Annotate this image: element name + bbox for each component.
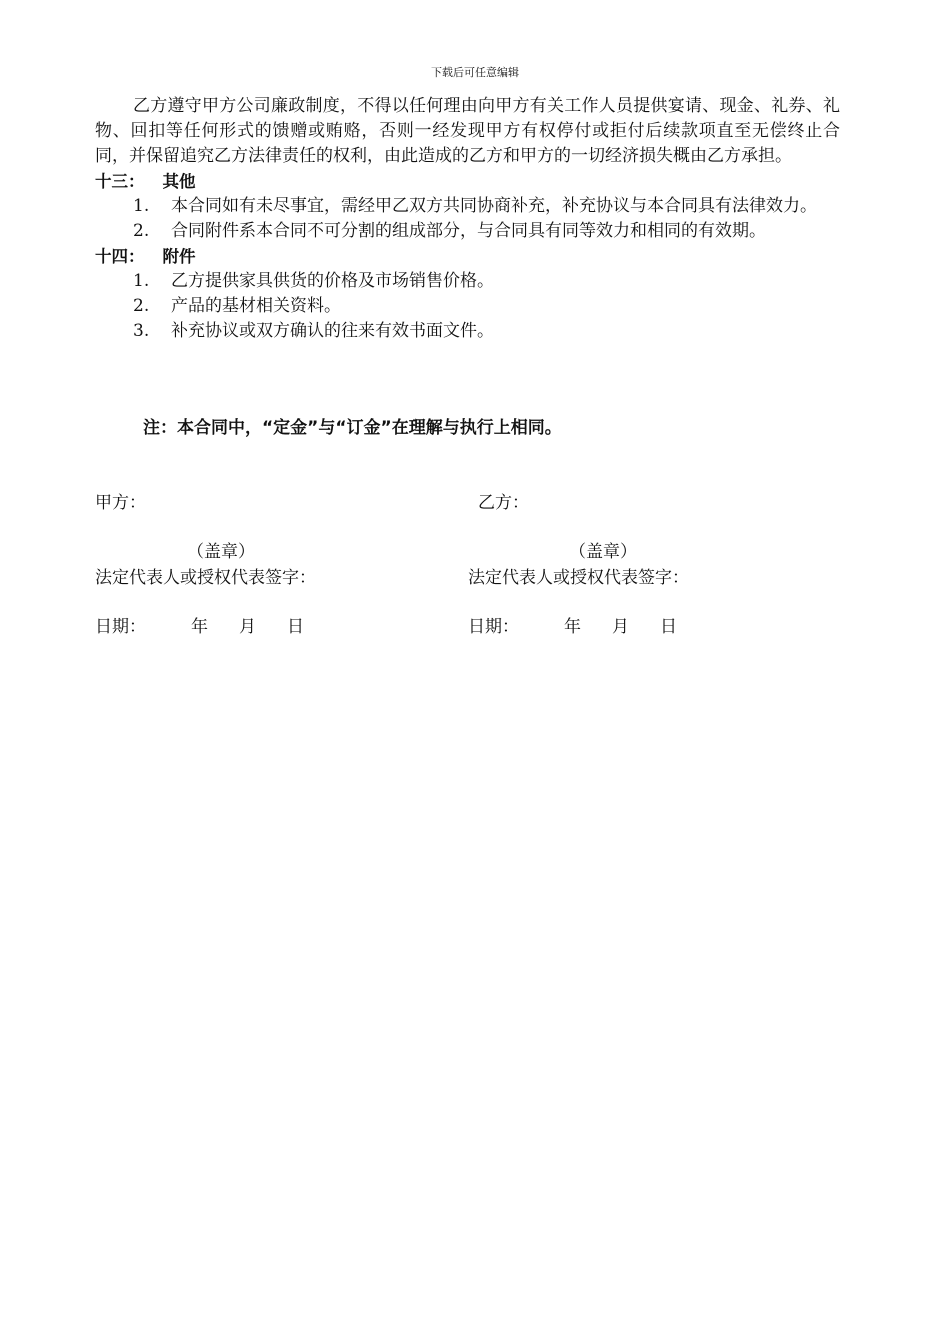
item-text: 本合同如有未尽事宜，需经甲乙双方共同协商补充，补充协议与本合同具有法律效力。 [171,196,817,216]
item-number: 2. [133,296,150,316]
page-header: 下载后可任意编辑 [431,66,519,79]
section-14-item [95,319,840,344]
item-text: 补充协议或双方确认的往来有效书面文件。 [171,321,494,341]
party-a-seal: （盖章） [187,542,255,562]
section-14-item [95,269,840,294]
date-year: 年 [191,617,208,637]
date-day: 日 [287,617,304,637]
contract-body [95,94,840,344]
section-14-heading [95,244,840,269]
integrity-clause-paragraph: 乙方遵守甲方公司廉政制度，不得以任何理由向甲方有关工作人员提供宴请、现金、礼券、礼物、回扣等任何形式的馈赠或贿赂，否则一经发现甲方有权停付或拒付后续款项直至无偿终止合同，并保留追究乙方法律责任的权利，由此造成的乙方和甲方的一切经济损失概由乙方承担。 [95,96,840,166]
date-month: 月 [612,617,629,637]
party-a-date [95,615,304,640]
party-b-representative-label: 法定代表人或授权代表签字： [468,568,689,588]
item-number: 2. [133,221,150,241]
party-a-representative-label: 法定代表人或授权代表签字： [95,568,316,588]
party-b-date [468,615,677,640]
item-text: 乙方提供家具供货的价格及市场销售价格。 [171,271,494,291]
date-year: 年 [564,617,581,637]
section-13-number: 十三： [95,172,145,191]
party-b-label: 乙方： [478,493,529,513]
party-b-seal: （盖章） [569,542,637,562]
section-14-number: 十四： [95,247,145,266]
date-label: 日期： [468,617,519,637]
section-14-item [95,294,840,319]
section-13-title: 其他 [162,172,196,191]
party-a-label: 甲方： [95,493,146,513]
section-13-heading [95,169,840,194]
contract-note: 注：本合同中，“定金”与“订金”在理解与执行上相同。 [143,418,562,438]
item-number: 1. [133,271,150,291]
item-number: 3. [133,321,150,341]
date-day: 日 [660,617,677,637]
date-month: 月 [239,617,256,637]
item-text: 合同附件系本合同不可分割的组成部分，与合同具有同等效力和相同的有效期。 [171,221,766,241]
item-number: 1. [133,196,150,216]
item-text: 产品的基材相关资料。 [171,296,341,316]
date-label: 日期： [95,617,146,637]
section-13-item [95,194,840,219]
section-13-item [95,219,840,244]
section-14-title: 附件 [162,247,196,266]
